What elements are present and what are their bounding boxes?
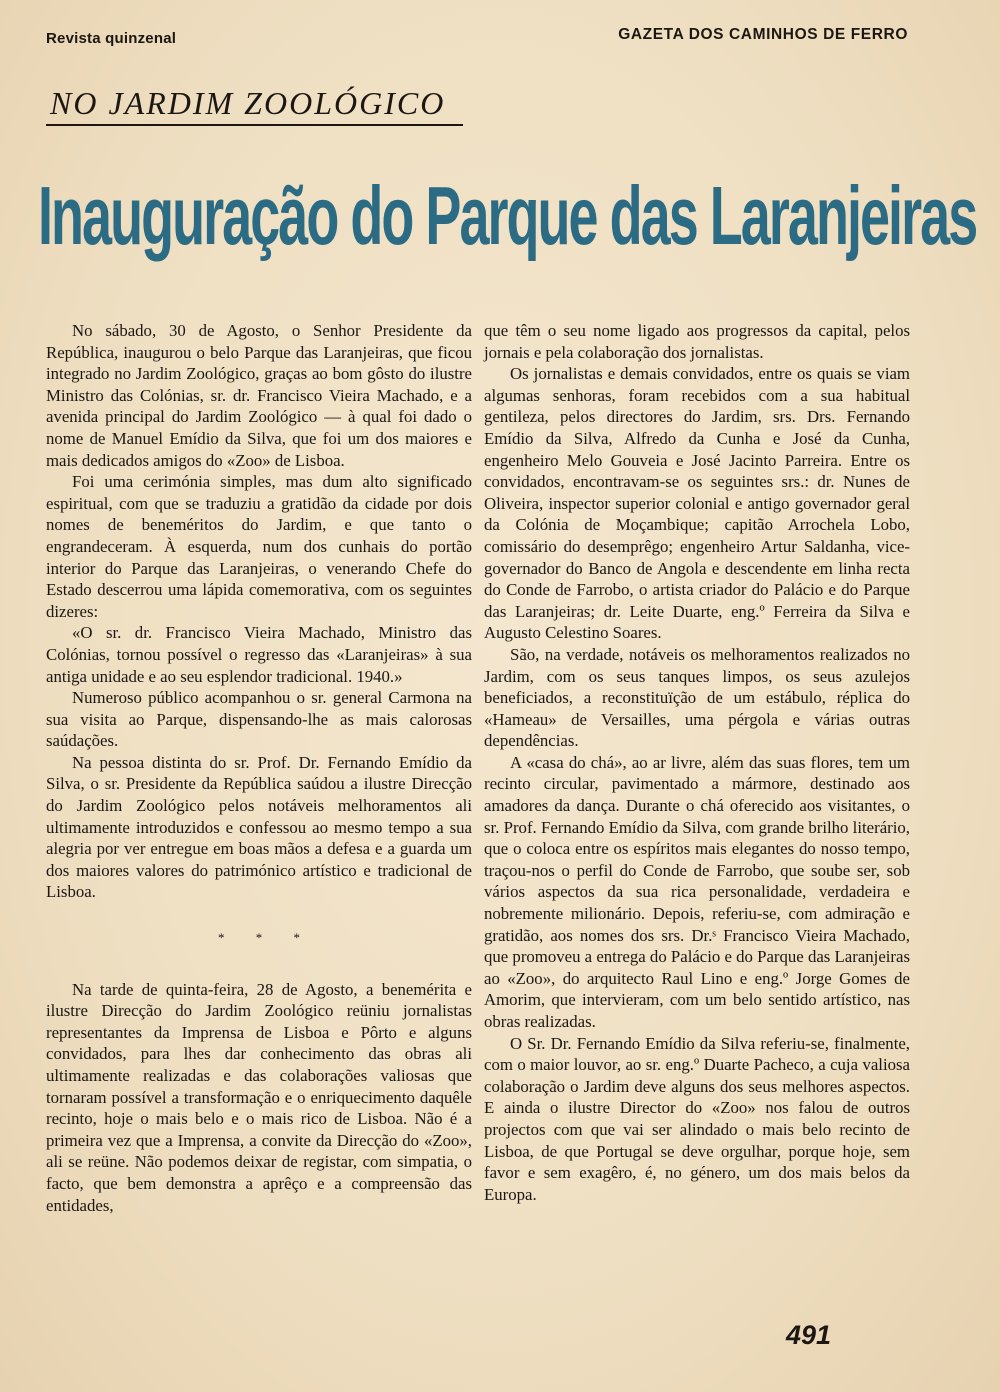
paragraph: No sábado, 30 de Agosto, o Senhor Presidente da República, inaugurou o belo Parque das Laranjeiras, que ficou integrado no Jardim Zoológico, graças ao bom gôsto do ilustre Ministro das Colónias, sr. dr. Francisco Vieira Machado, e a avenida principal do Jardim Zoológico — à qual foi dado o nome de Manuel Emídio da Silva, que foi um dos maiores e mais dedicados amigos do «Zoo» de Lisboa. <box>46 321 472 470</box>
page-number: 491 <box>786 1320 832 1350</box>
paragraph: Na tarde de quinta-feira, 28 de Agosto, a benemérita e ilustre Direcção do Jardim Zoológico reüniu jornalistas representantes da Imprensa de Lisboa e Pôrto e alguns convidados, para lhes dar conhecimento das obras ali ultimamente realizadas e das colaborações valiosas que tornaram possível a transformação e o enriquecimento daquêle recinto, hoje o mais belo e o mais rico de Lisboa. Não é a primeira vez que a Imprensa, a convite da Direcção do «Zoo», ali se reüne. Não podemos deixar de registar, com simpatia, o facto, que bem demonstra a aprêço e a compreensão das entidades, <box>46 979 472 1215</box>
right-column <box>484 320 910 1205</box>
header-right: GAZETA DOS CAMINHOS DE FERRO <box>618 26 908 43</box>
paragraph: «O sr. dr. Francisco Vieira Machado, Ministro das Colónias, tornou possível o regresso das «Laranjeiras» à sua antiga unidade e ao seu esplendor tradicional. 1940.» <box>46 623 472 686</box>
separator: * * * <box>218 930 314 946</box>
paragraph: O Sr. Dr. Fernando Emídio da Silva referiu-se, finalmente, com o maior louvor, ao sr. eng.º Duarte Pacheco, a cuja valiosa colaboração o Jardim deve alguns dos seus melhores aspectos. E ainda o ilustre Director do «Zoo» nos falou de outros projectos com que vai ser alindado o mais belo recinto de Lisboa, de que Portugal se deve orgulhar, porque hoje, sem favor e sem exagêro, é, no género, um dos mais belos da Europa. <box>484 1033 910 1204</box>
left-column <box>46 320 472 1216</box>
header-left: Revista quinzenal <box>46 30 177 47</box>
paragraph: Na pessoa distinta do sr. Prof. Dr. Fernando Emídio da Silva, o sr. Presidente da República saúdou a ilustre Direcção do Jardim Zoológico pelos notáveis melhoramentos ali ultimamente introduzidos e confessou ao mesmo tempo a sua alegria por ver entregue em boas mãos a defesa e a guarda um dos maiores valores do patrimónico artístico e tradicional de Lisboa. <box>46 752 472 902</box>
paragraph-continued: que têm o seu nome ligado aos progressos da capital, pelos jornais e pela colaboração dos jornalistas. <box>484 321 910 362</box>
section-title: NO JARDIM ZOOLÓGICO <box>46 84 463 126</box>
paragraph: A «casa do chá», ao ar livre, além das suas flores, tem um recinto circular, pavimentado a mármore, destinado aos amadores da dança. Durante o chá oferecido aos visitantes, o sr. Prof. Fernando Emídio da Silva, com grande brilho literário, que o coloca entre os espíritos mais elegantes do nosso tempo, traçou-nos o perfil do Conde de Farrobo, que soube ser, sob vários aspectos da sua rica personalidade, verdadeira e nobremente milionário. Depois, referiu-se, com admiração e gratidão, aos nomes dos srs. Dr.ˢ Francisco Vieira Machado, que promoveu a entrega do Palácio e do Parque das Laranjeiras ao «Zoo», do arquitecto Raul Lino e eng.º Jorge Gomes de Amorim, que intervieram, com um belo sentido artístico, nas obras realizadas. <box>484 752 910 1031</box>
paragraph: Os jornalistas e demais convidados, entre os quais se viam algumas senhoras, foram recebidos com a sua habitual gentileza, pelos directores do Jardim, srs. Drs. Fernando Emídio da Silva, Alfredo da Cunha e José da Cunha, engenheiro Melo Gouveia e José Jacinto Parreira. Entre os convidados, encontravam-se os seguintes srs.: dr. Nunes de Oliveira, inspector superior colonial e antigo governador geral da Colónia de Moçambique; capitão Arrochela Lobo, comissário do desemprêgo; engenheiro Artur Saldanha, vice-governador do Banco de Angola e descendente em linha recta do Conde de Farrobo, o artista criador do Palácio e do Parque das Laranjeiras; dr. Leite Duarte, eng.º Ferreira da Silva e Augusto Celestino Soares. <box>484 364 910 643</box>
paragraph: São, na verdade, notáveis os melhoramentos realizados no Jardim, com os seus tanques limpos, os seus azulejos beneficiados, a reconstituïção de um estábulo, réplica do «Hameau» de Versailles, uma pérgola e várias outras dependências. <box>484 644 910 751</box>
article-headline: Inauguração do Parque das Laranjeiras <box>38 169 977 262</box>
paragraph: Foi uma cerimónia simples, mas dum alto significado espiritual, com que se traduziu a gratidão da cidade por dois nomes de beneméritos do Jardim, e que tanto o engrandeceram. À esquerda, num dos cunhais do portão interior do Parque das Laranjeiras, o venerando Chefe do Estado descerrou uma lápida comemorativa, com os seguintes dizeres: <box>46 472 472 621</box>
paragraph: Numeroso público acompanhou o sr. general Carmona na sua visita ao Parque, dispensando-lhe as mais calorosas saúdações. <box>46 688 472 751</box>
